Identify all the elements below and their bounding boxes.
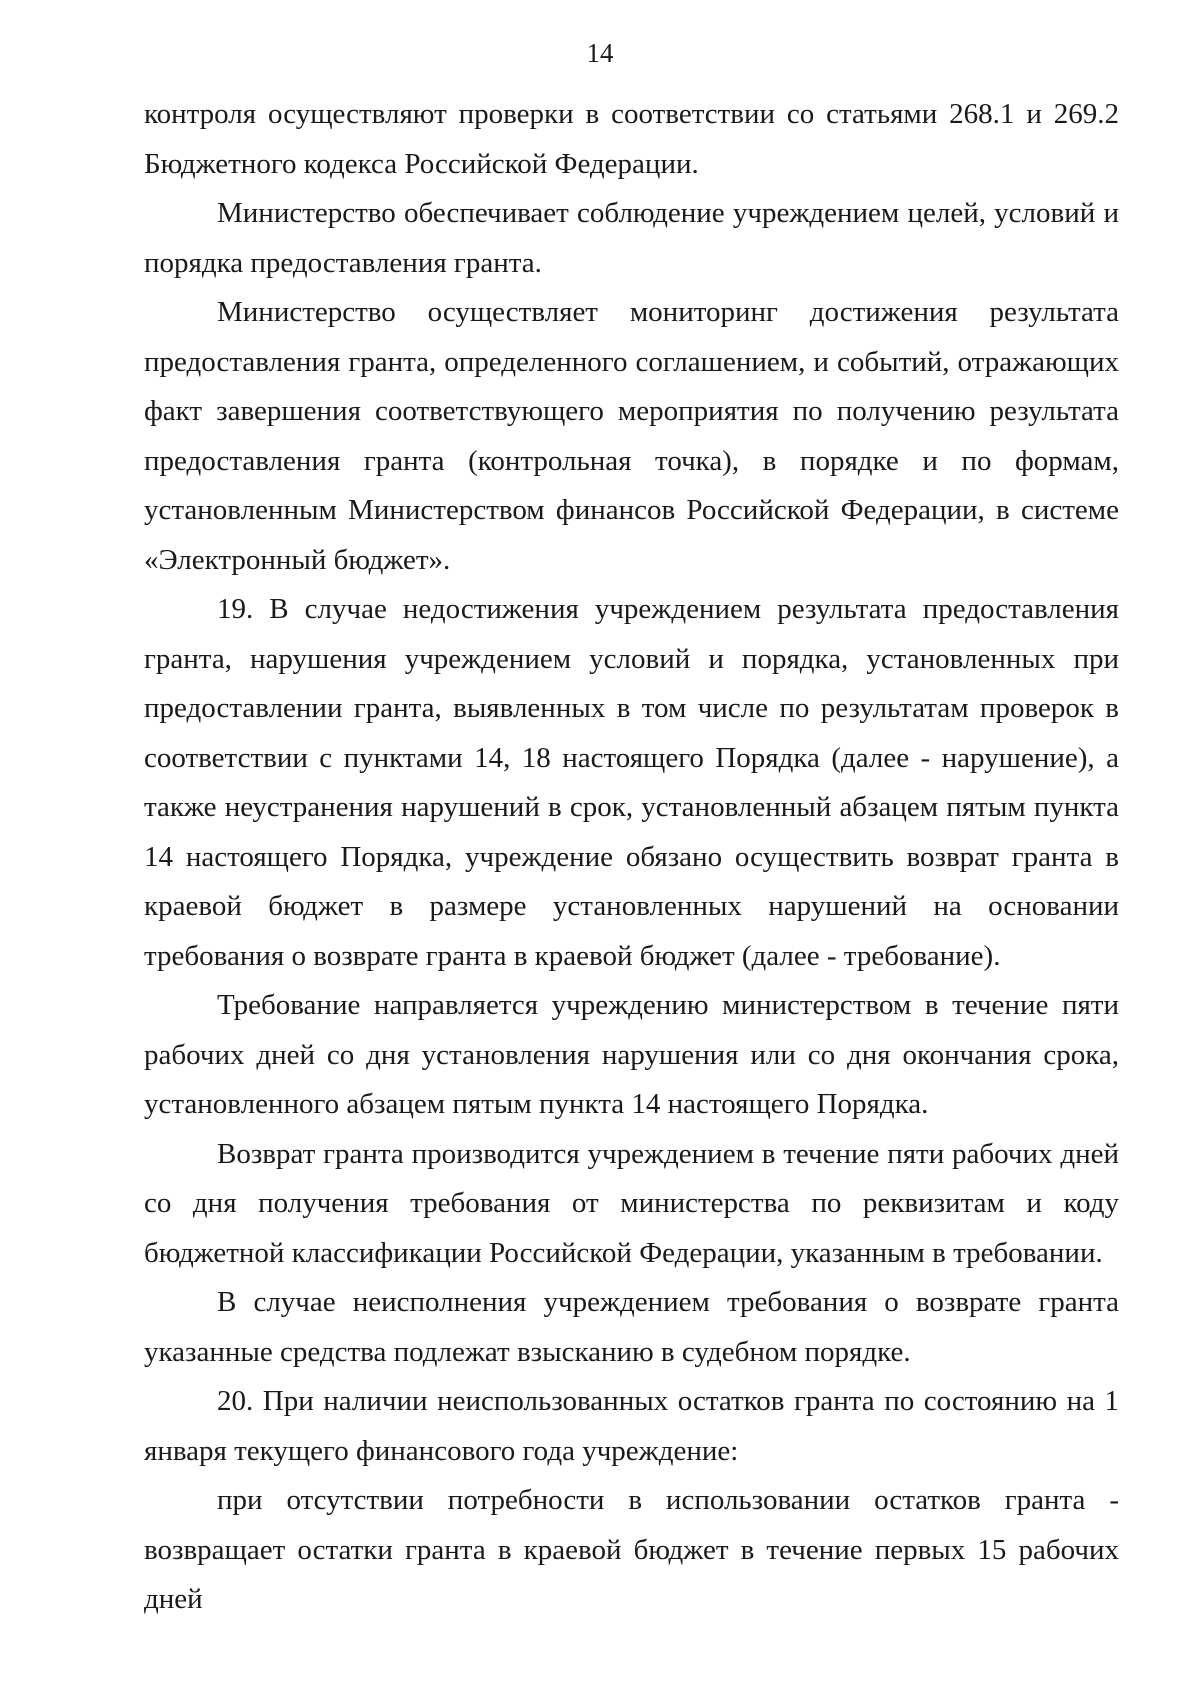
document-body bbox=[144, 90, 1119, 1625]
paragraph-requirement-sending: Требование направляется учреждению министерством в течение пяти рабочих дней со дня установления нарушения или со дня окончания срока, установленного абзацем пятым пункта 14 настоящего Порядка. bbox=[144, 989, 1119, 1120]
paragraph-unused-remainders: при отсутствии потребности в использовании остатков гранта - возвращает остатки гранта в краевой бюджет в течение первых 15 рабочих дней bbox=[144, 1484, 1119, 1615]
page-number: 14 bbox=[586, 38, 614, 68]
paragraph-clause-20: 20. При наличии неиспользованных остатков гранта по состоянию на 1 января текущего финансового года учреждение: bbox=[144, 1385, 1119, 1467]
paragraph-ministry-monitoring: Министерство осуществляет мониторинг достижения результата предоставления гранта, определенного соглашением, и событий, отражающих факт завершения соответствующего мероприятия по получению результата предоставления гранта (контрольная точка), в порядке и по формам, установленным Министерством финансов Российской Федерации, в системе «Электронный бюджет». bbox=[144, 296, 1119, 576]
paragraph-clause-19: 19. В случае недостижения учреждением результата предоставления гранта, нарушения учреждением условий и порядка, установленных при предоставлении гранта, выявленных в том числе по результатам проверок в соответствии с пунктами 14, 18 настоящего Порядка (далее - нарушение), а также неустранения нарушений в срок, установленный абзацем пятым пункта 14 настоящего Порядка, учреждение обязано осуществить возврат гранта в краевой бюджет в размере установленных нарушений на основании требования о возврате гранта в краевой бюджет (далее - требование). bbox=[144, 593, 1119, 972]
paragraph-ministry-compliance: Министерство обеспечивает соблюдение учреждением целей, условий и порядка предоставления гранта. bbox=[144, 197, 1119, 279]
paragraph-grant-return: Возврат гранта производится учреждением в течение пяти рабочих дней со дня получения требования от министерства по реквизитам и коду бюджетной классификации Российской Федерации, указанным в требовании. bbox=[144, 1137, 1119, 1269]
paragraph-court-recovery: В случае неисполнения учреждением требования о возврате гранта указанные средства подлежат взысканию в судебном порядке. bbox=[144, 1286, 1119, 1368]
paragraph-audit-control: контроля осуществляют проверки в соответствии со статьями 268.1 и 269.2 Бюджетного кодекса Российской Федерации. bbox=[144, 98, 1119, 180]
